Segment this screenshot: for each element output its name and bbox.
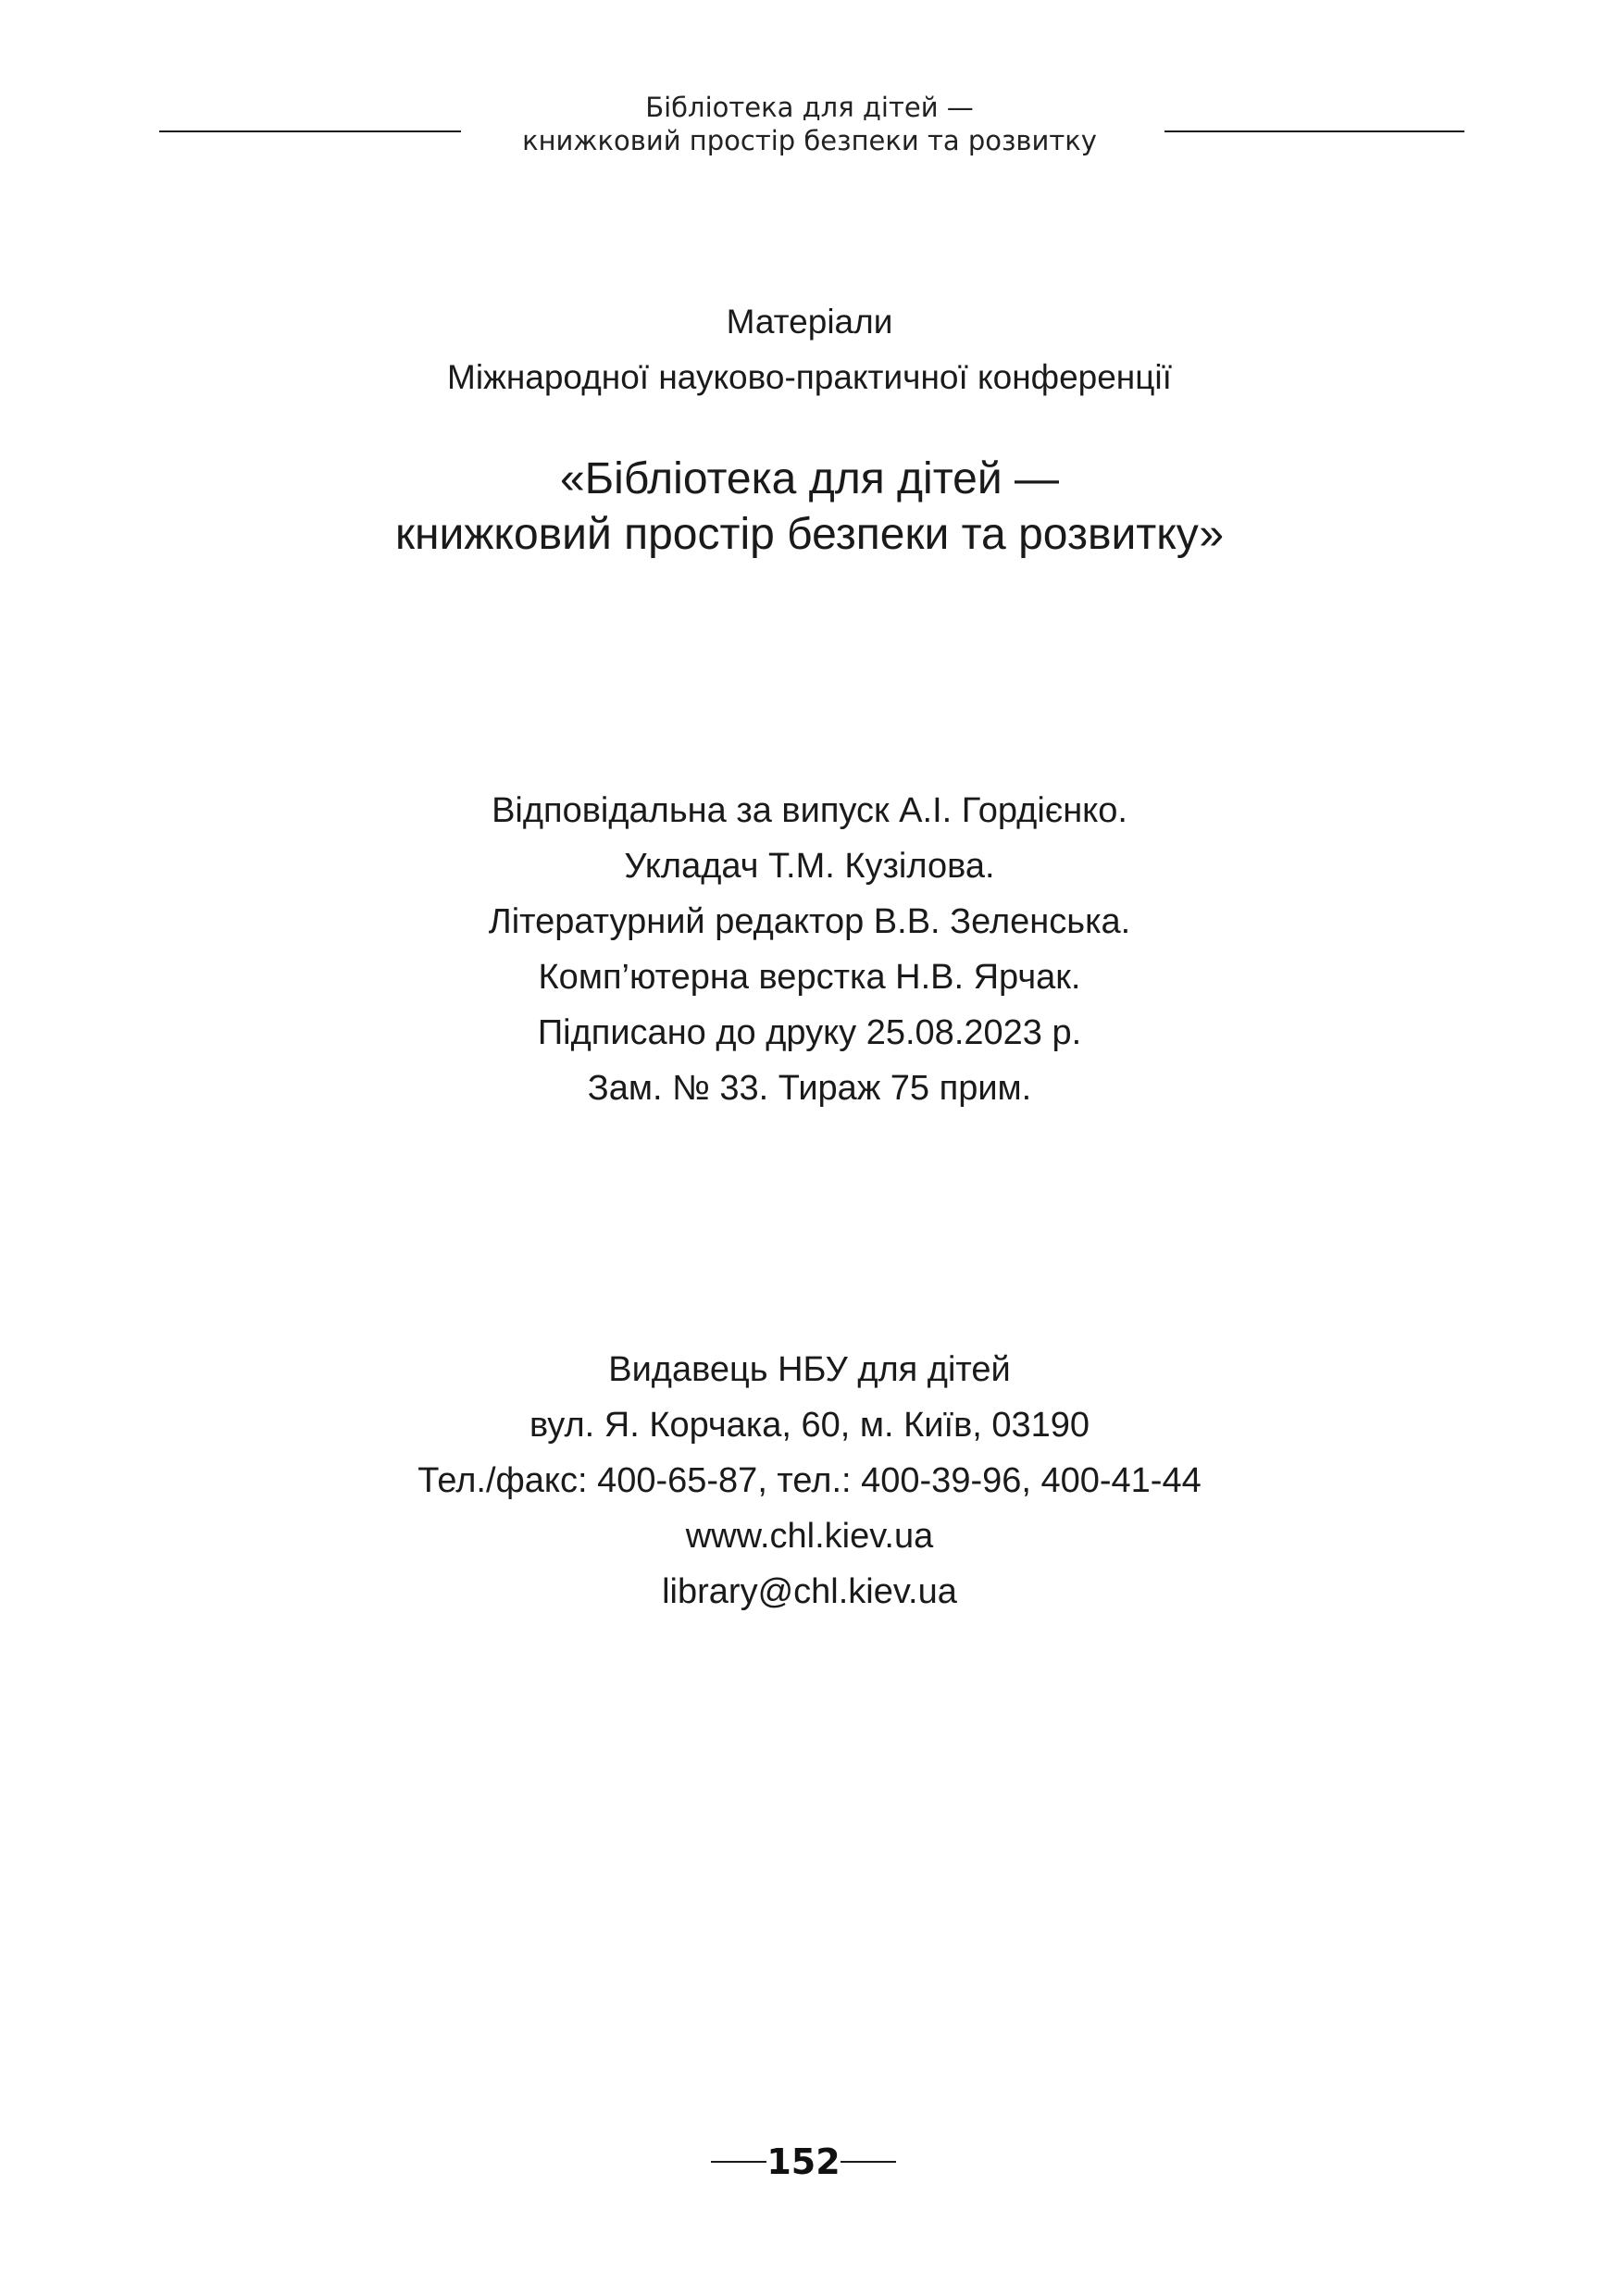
credits-line: Укладач Т.М. Кузілова. — [624, 847, 995, 886]
running-header-text — [0, 91, 1619, 157]
running-header — [0, 91, 1619, 174]
publisher-line: Видавець НБУ для дітей — [608, 1350, 1011, 1389]
publisher-block — [0, 1342, 1619, 1620]
credits-line: Підписано до друку 25.08.2023 р. — [537, 1013, 1082, 1052]
running-header-line: книжковий простір безпеки та розвитку — [522, 125, 1097, 156]
credits-block — [0, 783, 1619, 1116]
materials-heading — [0, 294, 1619, 405]
credits-line: Літературний редактор В.В. Зеленська. — [488, 902, 1131, 941]
conference-title — [0, 452, 1619, 563]
credits-line: Комп’ютерна верстка Н.В. Ярчак. — [538, 958, 1081, 997]
page-footer — [0, 2139, 1619, 2185]
page-number: 152 — [766, 2141, 841, 2182]
running-header-line: Бібліотека для дітей — — [645, 92, 974, 123]
publisher-line: вул. Я. Корчака, 60, м. Київ, 03190 — [529, 1406, 1090, 1445]
publisher-website: www.chl.kiev.ua — [685, 1517, 934, 1556]
materials-line: Матеріали — [726, 303, 893, 341]
header-rule-right — [1164, 130, 1464, 132]
conference-title-line: книжковий простір безпеки та розвитку» — [394, 510, 1225, 559]
credits-line: Зам. № 33. Тираж 75 прим. — [587, 1069, 1032, 1108]
conference-title-line: «Бібліотека для дітей — — [559, 454, 1060, 503]
materials-line: Міжнародної науково-практичної конференції — [447, 358, 1172, 396]
publisher-email: library@chl.kiev.ua — [662, 1572, 957, 1611]
page-number-rule-right — [841, 2161, 896, 2163]
publisher-line: Тел./факс: 400-65-87, тел.: 400-39-96, 400-41-44 — [417, 1461, 1202, 1500]
page-number-rule-left — [711, 2161, 766, 2163]
credits-line: Відповідальна за випуск А.І. Гордієнко. — [492, 791, 1127, 830]
